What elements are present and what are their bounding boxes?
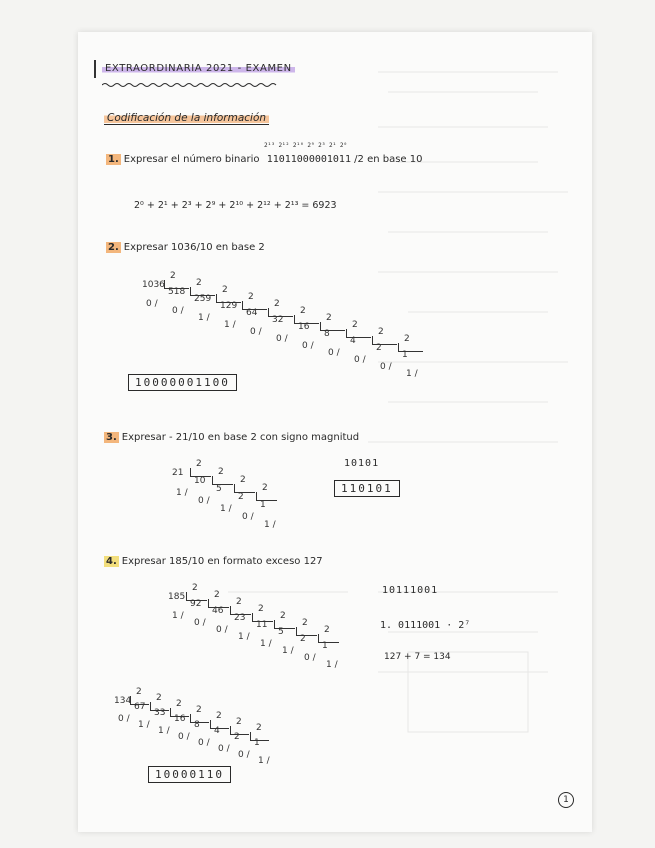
q3-divisor: 2 [240,475,246,485]
q2-quotient: 32 [272,315,284,325]
q4-remainder: 0 / [304,653,316,663]
q4-exp-divisor: 2 [196,705,202,715]
q4-remainder: 1 / [326,660,338,670]
q2-text: Expresar 1036/10 en base 2 [123,242,265,253]
q4-exp-divisor: 2 [216,711,222,721]
title-underline [102,82,282,88]
q4-remainder: 0 / [216,625,228,635]
q3-prompt [104,432,359,443]
q2-divisor: 2 [300,306,306,316]
q3-remainder: 1 / [220,504,232,514]
q4-text: Expresar 185/10 en formato exceso 127 [121,556,323,567]
q4-exp-quotient: 134 [114,696,132,706]
q1-powers: 2¹³ 2¹² 2¹⁰ 2⁹ 2³ 2¹ 2⁰ [264,142,348,149]
q1-binary: 11011000001011 [266,154,351,165]
q4-exp-divisor: 2 [176,699,182,709]
q4-divisor: 2 [236,597,242,607]
q4-remainder: 1 / [282,646,294,656]
q4-normalized: 1. 0111001 · 2⁷ [380,620,471,631]
q4-divisor: 2 [214,590,220,600]
q4-exp-quotient: 2 [234,732,240,742]
q3-quotient: 21 [172,468,184,478]
q2-remainder: 1 / [224,320,236,330]
q3-divisor: 2 [262,483,268,493]
q2-divisor: 2 [274,299,280,309]
q4-quotient: 23 [234,613,246,623]
q4-divisor: 2 [192,583,198,593]
q2-quotient: 518 [168,287,186,297]
q2-remainder: 1 / [198,313,210,323]
q3-divisor: 2 [218,467,224,477]
q4-exp-quotient: 33 [154,708,166,718]
q2-divisor: 2 [248,292,254,302]
q1-text: Expresar el número binario [123,154,260,165]
q2-quotient: 2 [376,343,382,353]
q2-remainder: 0 / [354,355,366,365]
q4-exp-quotient: 16 [174,714,186,724]
q4-quotient: 185 [168,592,186,602]
q4-exp-divisor: 2 [256,723,262,733]
q4-divisor: 2 [324,625,330,635]
q4-binary: 10111001 [382,585,439,596]
q4-divisor: 2 [280,611,286,621]
q4-exp-remainder: 0 / [178,732,190,742]
q4-quotient: 46 [212,606,224,616]
q4-exp-remainder: 0 / [118,714,130,724]
q2-divisor: 2 [378,327,384,337]
q2-quotient: 1036 [142,280,165,290]
q1-base: /2 en base 10 [354,154,423,165]
q3-quotient: 5 [216,484,222,494]
q4-exponent-division [114,687,334,766]
q3-remainder: 1 / [264,520,276,530]
q2-quotient: 64 [246,308,258,318]
q2-quotient: 1 [402,350,408,360]
q2-divisor: 2 [404,334,410,344]
q2-quotient: 4 [350,336,356,346]
q3-division [172,459,312,548]
q4-exponent: 127 + 7 = 134 [384,652,451,662]
q4-division [168,583,388,672]
q2-remainder: 0 / [380,362,392,372]
q2-divisor: 2 [352,320,358,330]
q4-number: 4. [106,556,117,567]
q2-divisor: 2 [170,271,176,281]
q3-remainder: 0 / [198,496,210,506]
q2-remainder: 0 / [276,334,288,344]
q4-exp-remainder: 0 / [198,738,210,748]
q4-divisor: 2 [302,618,308,628]
q2-quotient: 8 [324,329,330,339]
q1-sum: 2⁰ + 2¹ + 2³ + 2⁹ + 2¹⁰ + 2¹² + 2¹³ = 6923 [134,200,337,211]
q4-quotient: 11 [256,620,268,630]
q2-number: 2. [108,242,119,253]
q2-quotient: 259 [194,294,212,304]
q3-remainder: 0 / [242,512,254,522]
notebook-page [78,32,592,832]
q2-remainder: 0 / [146,299,158,309]
q4-exp-remainder: 0 / [238,750,250,760]
title-margin-mark [94,60,96,78]
q4-divisor: 2 [258,604,264,614]
q4-exp-quotient: 67 [134,702,146,712]
q4-quotient: 5 [278,627,284,637]
q4-exp-divisor: 2 [136,687,142,697]
q3-text: Expresar - 21/10 en base 2 con signo magnitud [121,432,360,443]
q4-quotient: 1 [322,641,328,651]
q2-divisor: 2 [222,285,228,295]
q4-remainder: 1 / [260,639,272,649]
q4-exp-quotient: 4 [214,726,220,736]
q4-exp-quotient: 8 [194,720,200,730]
q3-quotient: 10 [194,476,206,486]
q4-exp-remainder: 0 / [218,744,230,754]
q4-remainder: 0 / [194,618,206,628]
q4-exp-divisor: 2 [156,693,162,703]
q3-magnitude: 10101 [344,458,380,469]
q2-remainder: 1 / [406,369,418,379]
q2-divisor: 2 [196,278,202,288]
q2-divisor: 2 [326,313,332,323]
q2-quotient: 129 [220,301,238,311]
q3-remainder: 1 / [176,488,188,498]
q2-remainder: 0 / [302,341,314,351]
q4-result-box: 10000110 [148,766,231,783]
q1-prompt [106,154,423,165]
q1-number: 1. [108,154,119,165]
q4-quotient: 92 [190,599,202,609]
q3-divisor: 2 [196,459,202,469]
q3-result-box: 110101 [334,480,400,497]
q2-remainder: 0 / [250,327,262,337]
q2-remainder: 0 / [328,348,340,358]
q4-remainder: 1 / [172,611,184,621]
q2-result-box: 10000001100 [128,374,237,391]
q4-quotient: 2 [300,634,306,644]
q3-number: 3. [106,432,117,443]
q4-prompt [104,556,323,567]
q2-quotient: 16 [298,322,310,332]
section-heading: Codificación de la información [104,112,269,125]
q4-exp-divisor: 2 [236,717,242,727]
q4-exp-quotient: 1 [254,738,260,748]
q2-prompt [106,242,265,253]
page-number: 1 [558,792,574,808]
q4-exp-remainder: 1 / [258,756,270,766]
q2-division [142,271,462,380]
q4-remainder: 1 / [238,632,250,642]
q4-exp-remainder: 1 / [138,720,150,730]
q4-exp-remainder: 1 / [158,726,170,736]
q2-remainder: 0 / [172,306,184,316]
page-title: EXTRAORDINARIA 2021 - EXAMEN [102,63,295,74]
q3-quotient: 1 [260,500,266,510]
q3-quotient: 2 [238,492,244,502]
